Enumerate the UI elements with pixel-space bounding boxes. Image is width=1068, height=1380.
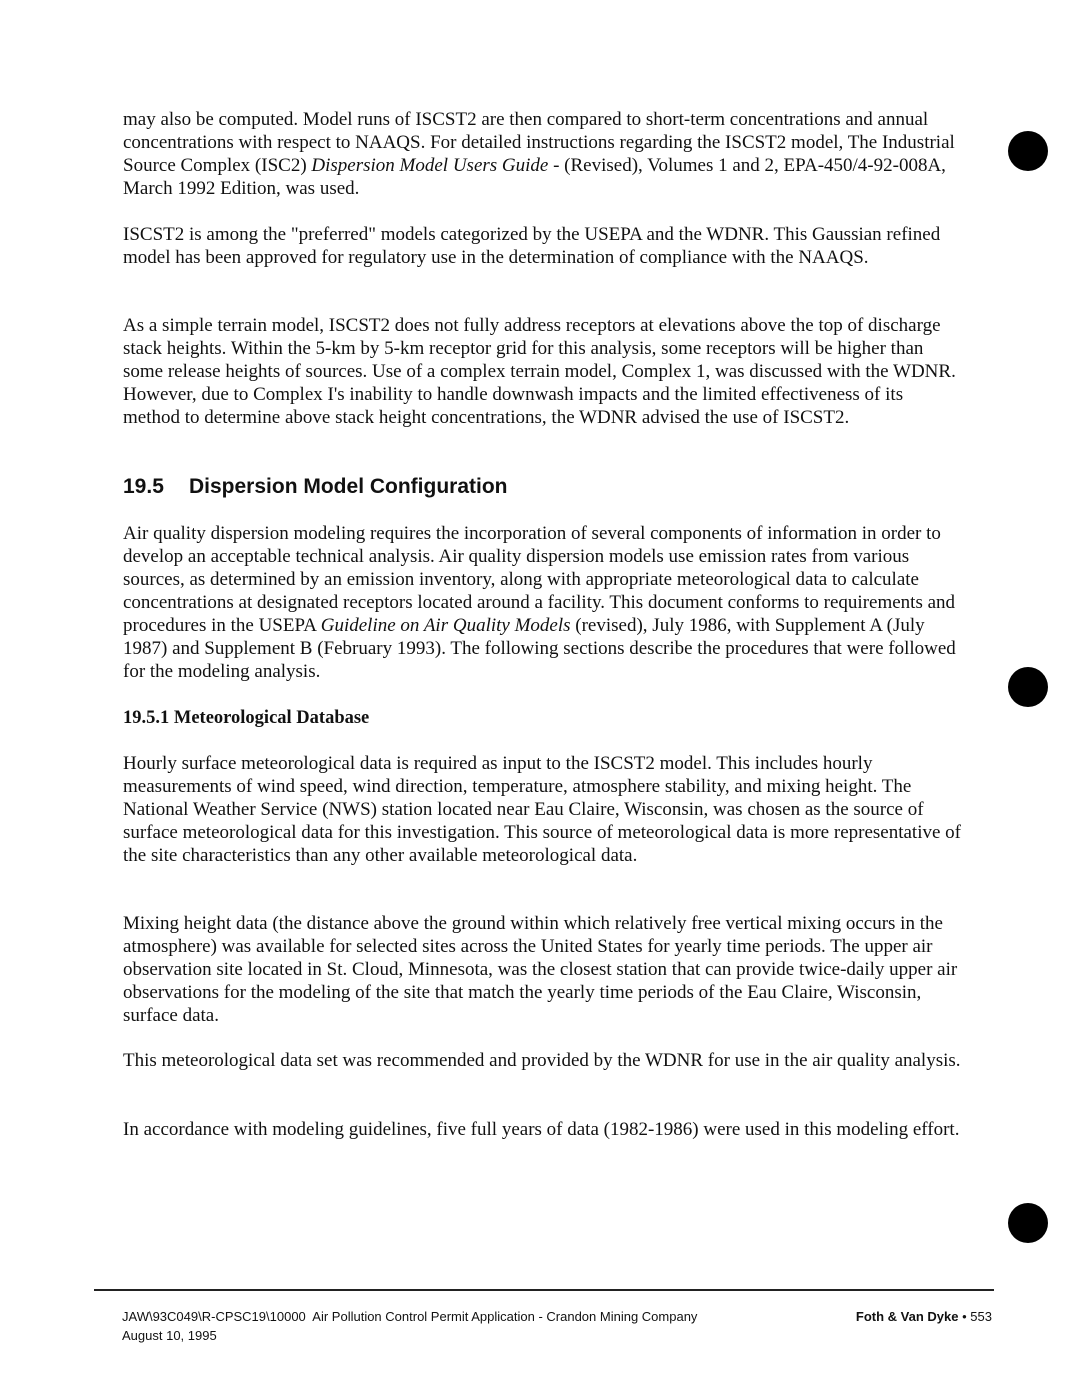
paragraph-preferred-models: ISCST2 is among the "preferred" models categorized by the USEPA and the WDNR. This Gaussian refined model has been approved for regulatory use in the determination of compliance with the NAAQS. xyxy=(123,224,941,268)
section-number: 19.5 xyxy=(123,475,164,498)
subsection-heading: 19.5.1 Meteorological Database xyxy=(123,708,370,728)
footer-line-1 xyxy=(122,1307,697,1326)
footer-date: August 10, 1995 xyxy=(122,1328,217,1343)
paragraph-text: may also be computed. Model runs of ISCST2 are then compared to short-term concentrations and annual concentrations with respect to NAAQS. For detailed instructions regarding the ISCST2 model, The Industrial Source Complex (ISC2) xyxy=(123,109,955,176)
paragraph-simple-terrain: As a simple terrain model, ISCST2 does not fully address receptors at elevations above the top of discharge stack heights. Within the 5-km by 5-km receptor grid for this analysis, some receptors will be higher than some release heights of sources. Use of a complex terrain model, Complex 1, was discussed with the WDNR. However, due to Complex I's inability to handle downwash impacts and the limited effectiveness of its method to determine above stack height concentrations, the WDNR advised the use of ISCST2. xyxy=(123,315,956,428)
footer-left xyxy=(122,1307,697,1345)
footer-bullet: • xyxy=(962,1309,967,1324)
footer-right xyxy=(856,1307,992,1326)
paragraph-surface-data: Hourly surface meteorological data is required as input to the ISCST2 model. This includes hourly measurements of wind speed, wind direction, temperature, atmosphere stability, and mixing height. The National Weather Service (NWS) station located near Eau Claire, Wisconsin, was chosen as the source of surface meteorological data for this investigation. This source of meteorological data is more representative of the site characteristics than any other available meteorological data. xyxy=(123,753,961,866)
italic-title: Dispersion Model Users Guide xyxy=(311,155,549,176)
footer-firm: Foth & Van Dyke xyxy=(855,1309,959,1324)
paragraph-model-configuration xyxy=(123,522,963,683)
paragraph-text: - (Revised), Volumes 1 and 2, EPA-450/4-92-008A, March 1992 Edition, was used. xyxy=(123,155,946,199)
margin-dot-marker xyxy=(1008,131,1048,171)
paragraph-five-years: In accordance with modeling guidelines, five full years of data (1982-1986) were used in this modeling effort. xyxy=(123,1119,960,1140)
italic-title: Guideline on Air Quality Models xyxy=(320,615,571,636)
paragraph-mixing-height: Mixing height data (the distance above the ground within which relatively free vertical mixing occurs in the atmosphere) was available for selected sites across the United States for yearly time periods. The upper air observation site located in St. Cloud, Minnesota, was the closest station that can provide twice-daily upper air observations for the modeling of the site that match the yearly time periods of the Eau Claire, Wisconsin, surface data. xyxy=(123,913,958,1026)
page-number: 553 xyxy=(970,1309,992,1324)
margin-dot-marker xyxy=(1008,1203,1048,1243)
footer-document-title: Air Pollution Control Permit Application - Crandon Mining Company xyxy=(312,1309,698,1324)
section-heading xyxy=(123,474,508,500)
paragraph-data-set: This meteorological data set was recommended and provided by the WDNR for use in the air quality analysis. xyxy=(123,1050,961,1071)
margin-dot-marker xyxy=(1008,667,1048,707)
section-title: Dispersion Model Configuration xyxy=(189,475,508,498)
paragraph-text: (revised), July 1986, with Supplement A (July 1987) and Supplement B (February 1993). The following sections describe the procedures that were followed for the modeling analysis. xyxy=(123,615,956,682)
paragraph-model-runs xyxy=(123,108,963,200)
paragraph-text: Air quality dispersion modeling requires the incorporation of several components of information in order to develop an acceptable technical analysis. Air quality dispersion models use emission rates from various sources, as determined by an emission inventory, along with appropriate meteorological data to calculate concentrations at designated receptors located around a facility. This document conforms to requirements and procedures in the USEPA xyxy=(123,523,956,636)
footer-divider xyxy=(94,1289,994,1291)
footer-file-path: JAW\93C049\R-CPSC19\10000 xyxy=(122,1309,306,1324)
